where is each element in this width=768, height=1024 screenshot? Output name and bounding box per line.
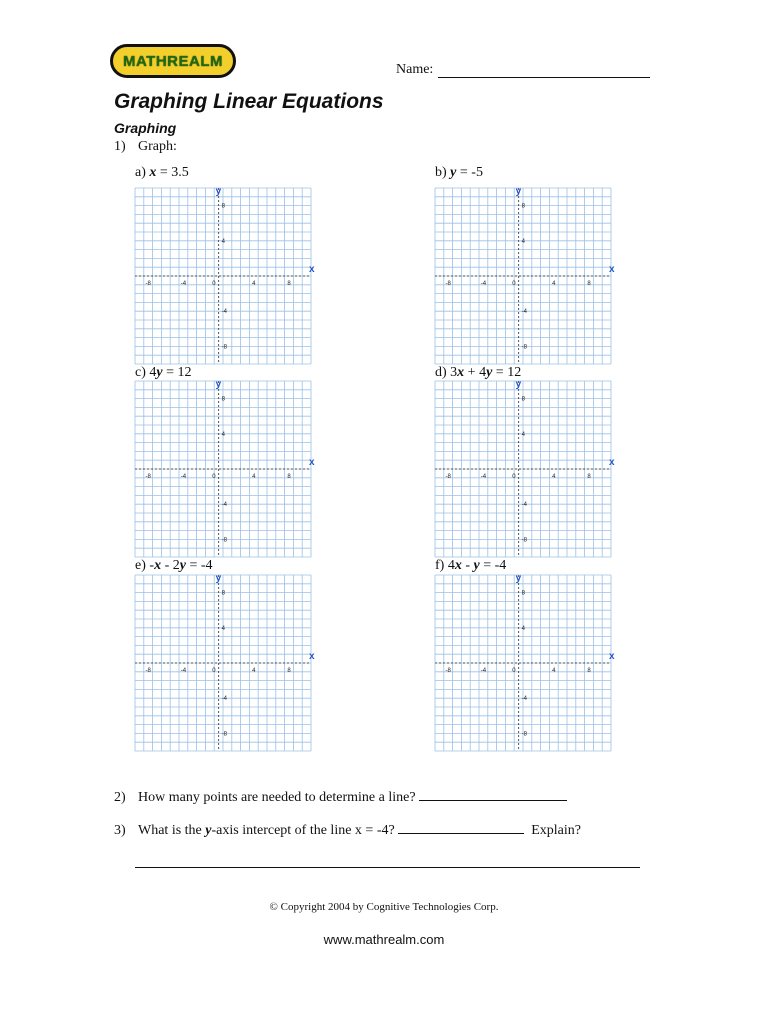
y-axis-label: y: [515, 186, 522, 197]
page-title: Graphing Linear Equations: [114, 90, 384, 113]
y-tick-label: -8: [521, 537, 527, 544]
x-tick-label: 0: [212, 668, 216, 674]
x-tick-label: 0: [512, 668, 516, 674]
x-tick-label: 4: [552, 668, 556, 674]
y-tick-label: 4: [521, 625, 525, 632]
x-tick-label: 0: [212, 281, 216, 287]
y-tick-label: -8: [221, 344, 227, 351]
question-3-explain: Explain?: [531, 823, 581, 838]
question-1-number: 1): [114, 139, 126, 154]
coordinate-grid-svg: [435, 573, 615, 751]
y-tick-label: 4: [221, 625, 225, 632]
equation-part: = -5: [456, 165, 483, 180]
x-tick-label: 4: [252, 281, 256, 287]
y-tick-label: -8: [521, 344, 527, 351]
y-tick-label: 8: [221, 396, 225, 403]
y-tick-label: 8: [221, 203, 225, 210]
x-tick-label: -4: [180, 668, 187, 674]
equation-part: = 3.5: [156, 165, 189, 180]
x-axis-label: x: [309, 264, 315, 275]
y-tick-label: -8: [521, 731, 527, 738]
x-tick-label: 0: [512, 281, 516, 287]
coordinate-grid[interactable]: [135, 573, 315, 751]
y-axis-label: y: [215, 573, 222, 584]
equation-variable: y: [486, 365, 493, 380]
y-tick-label: -8: [221, 537, 227, 544]
coordinate-grid-svg: [135, 186, 315, 364]
x-tick-label: -8: [145, 668, 151, 674]
y-tick-label: -4: [221, 309, 227, 316]
y-tick-label: -4: [521, 309, 527, 316]
equation-part: -: [149, 558, 155, 573]
y-tick-label: 8: [521, 203, 525, 210]
question-2-number: 2): [114, 790, 126, 805]
x-tick-label: 0: [212, 474, 216, 480]
coordinate-grid-svg: [435, 186, 615, 364]
logo-text: MATHREALM: [122, 52, 224, 70]
y-tick-label: 4: [521, 431, 525, 438]
y-tick-label: -8: [221, 731, 227, 738]
y-tick-label: 4: [221, 238, 225, 245]
coordinate-grid[interactable]: [435, 186, 615, 364]
y-tick-label: 8: [521, 396, 525, 403]
y-tick-label: -4: [221, 502, 227, 509]
x-tick-label: 4: [252, 668, 256, 674]
equation-part: 4: [447, 558, 455, 573]
equation-part: = 12: [492, 365, 522, 380]
problem-letter: e): [135, 558, 146, 573]
question-2-answer-blank: [419, 787, 567, 801]
copyright-notice: © Copyright 2004 by Cognitive Technologies Corp.: [269, 901, 499, 913]
explain-answer-line: [135, 867, 640, 868]
problem-label: [135, 365, 192, 381]
name-label: Name:: [396, 62, 434, 77]
y-axis-label: y: [515, 379, 522, 390]
y-tick-label: 4: [221, 431, 225, 438]
problem-label: [435, 165, 483, 181]
x-tick-label: -8: [445, 668, 451, 674]
x-tick-label: -4: [180, 281, 187, 287]
x-tick-label: -8: [445, 281, 451, 287]
problem-label: [435, 558, 506, 574]
question-2: [114, 787, 567, 806]
x-tick-label: 4: [552, 281, 556, 287]
x-tick-label: -8: [145, 474, 151, 480]
equation-variable: x: [457, 365, 465, 380]
equation-part: -: [461, 558, 474, 573]
coordinate-grid[interactable]: [135, 379, 315, 557]
x-tick-label: 4: [252, 474, 256, 480]
equation-part: 3: [450, 365, 458, 380]
problem-label: [135, 558, 213, 574]
equation-part: = -4: [185, 558, 213, 573]
coordinate-grid-svg: [135, 573, 315, 751]
x-tick-label: 8: [287, 281, 291, 287]
question-3-text-before: What is the: [138, 823, 206, 838]
website-url: www.mathrealm.com: [323, 932, 445, 947]
y-tick-label: -4: [521, 502, 527, 509]
x-axis-label: x: [309, 457, 315, 468]
coordinate-grid-svg: [135, 379, 315, 557]
problem-letter: c): [135, 365, 146, 380]
problem-letter: a): [135, 165, 146, 180]
x-tick-label: -4: [480, 281, 487, 287]
equation-part: = 12: [162, 365, 192, 380]
question-3-number: 3): [114, 823, 126, 838]
equation-part: + 4: [464, 365, 487, 380]
y-tick-label: -4: [521, 696, 527, 703]
equation-part: = -4: [479, 558, 507, 573]
y-tick-label: 8: [221, 590, 225, 597]
x-axis-label: x: [609, 457, 615, 468]
question-1-text: Graph:: [138, 139, 177, 154]
x-tick-label: -8: [445, 474, 451, 480]
equation-part: 4: [149, 365, 157, 380]
x-tick-label: -4: [480, 474, 487, 480]
y-axis-label: y: [215, 379, 222, 390]
equation-part: - 2: [161, 558, 180, 573]
question-3: [114, 820, 581, 839]
question-1: [114, 139, 177, 155]
x-tick-label: 8: [287, 474, 291, 480]
equation-variable: y: [156, 365, 163, 380]
equation-variable: x: [149, 165, 157, 180]
problem-letter: f): [435, 558, 445, 573]
problem-label: [435, 365, 521, 381]
x-tick-label: 4: [552, 474, 556, 480]
x-tick-label: 8: [287, 668, 291, 674]
problem-letter: b): [435, 165, 447, 180]
equation-variable: x: [154, 558, 162, 573]
name-blank-line: [438, 77, 650, 78]
coordinate-grid-svg: [435, 379, 615, 557]
coordinate-grid[interactable]: [435, 573, 615, 751]
x-tick-label: 8: [587, 474, 591, 480]
question-3-answer-blank: [398, 820, 524, 834]
equation-variable: y: [473, 558, 480, 573]
x-tick-label: 0: [512, 474, 516, 480]
x-tick-label: 8: [587, 668, 591, 674]
x-axis-label: x: [609, 264, 615, 275]
question-3-text-after: -axis intercept of the line x = -4?: [211, 823, 395, 838]
y-axis-label: y: [215, 186, 222, 197]
problem-letter: d): [435, 365, 447, 380]
y-tick-label: 8: [521, 590, 525, 597]
y-axis-label: y: [515, 573, 522, 584]
equation-variable: y: [450, 165, 457, 180]
section-subtitle: Graphing: [114, 120, 177, 136]
y-tick-label: -4: [221, 696, 227, 703]
question-2-text: How many points are needed to determine a line?: [138, 790, 416, 805]
equation-variable: y: [179, 558, 186, 573]
question-3-y-word: y: [205, 823, 212, 838]
x-axis-label: x: [309, 651, 315, 662]
coordinate-grid[interactable]: [135, 186, 315, 364]
x-axis-label: x: [609, 651, 615, 662]
mathrealm-logo: [110, 44, 236, 78]
y-tick-label: 4: [521, 238, 525, 245]
coordinate-grid[interactable]: [435, 379, 615, 557]
equation-variable: x: [454, 558, 462, 573]
problem-label: [135, 165, 189, 181]
x-tick-label: -4: [480, 668, 487, 674]
x-tick-label: -8: [145, 281, 151, 287]
x-tick-label: -4: [180, 474, 187, 480]
x-tick-label: 8: [587, 281, 591, 287]
